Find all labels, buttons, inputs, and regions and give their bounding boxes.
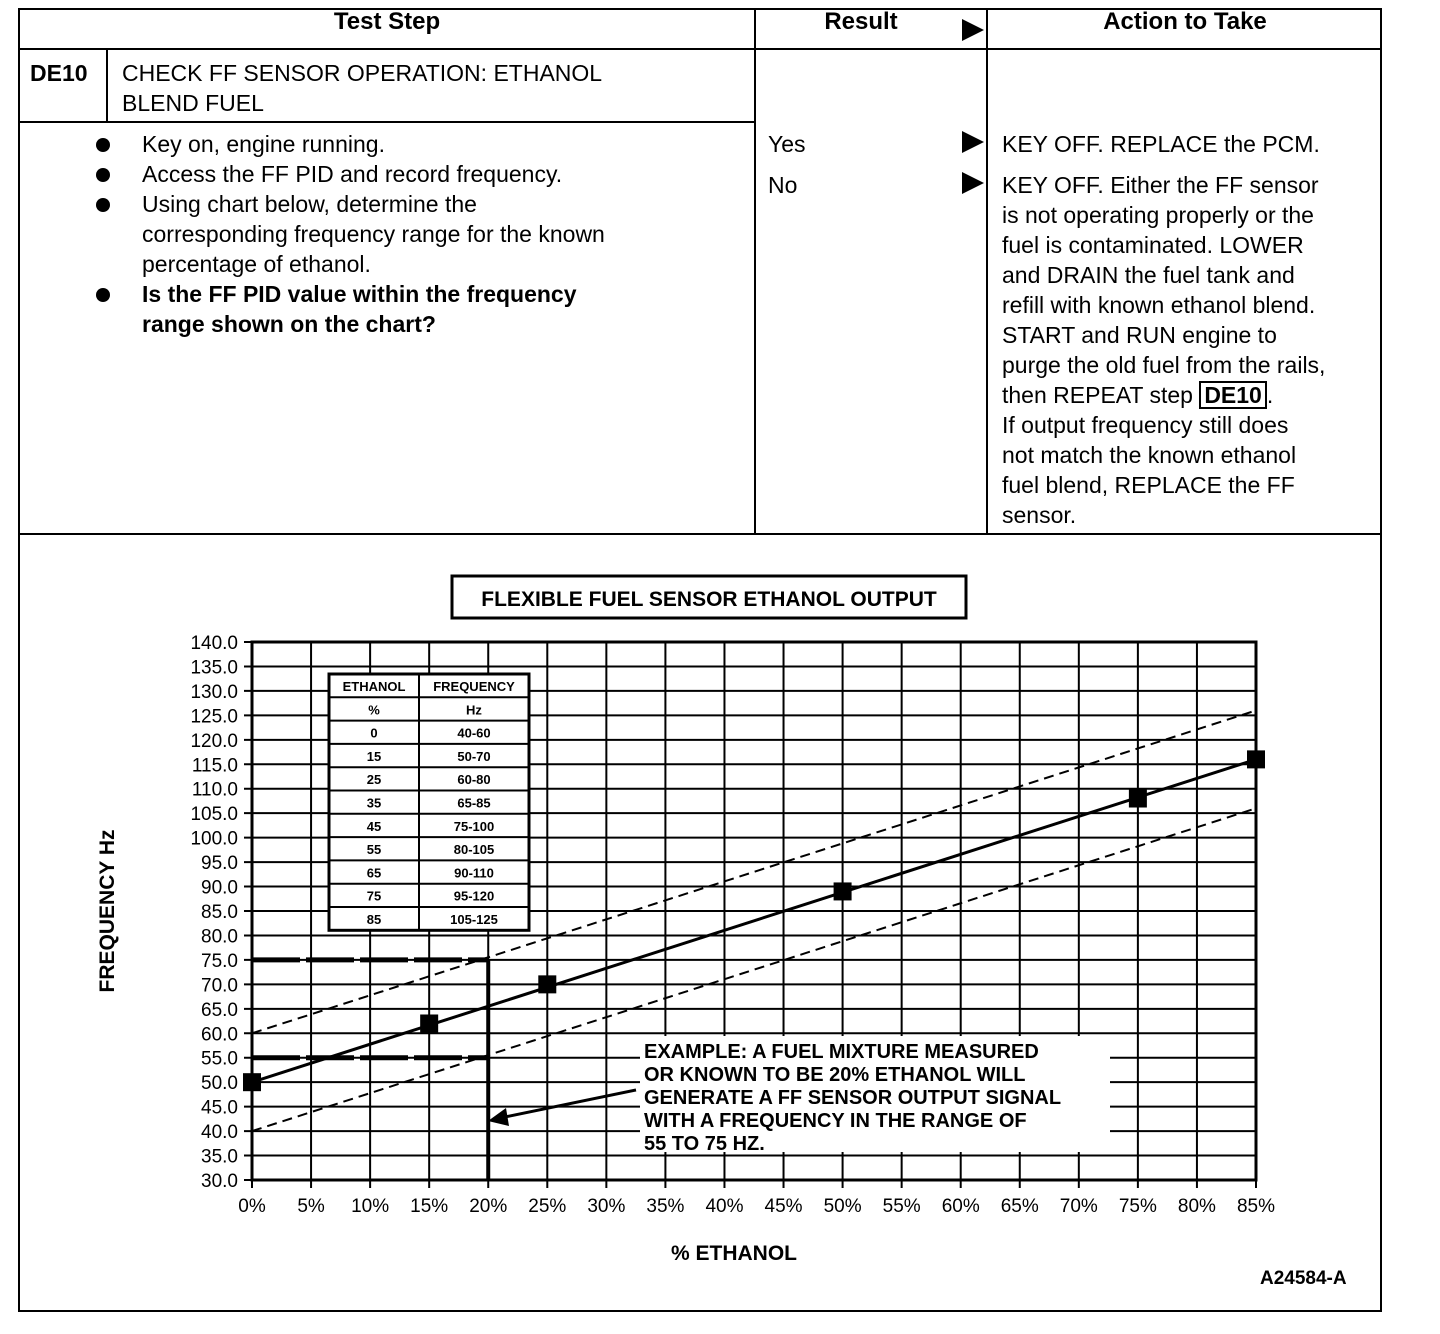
y-tick-label: 90.0 <box>201 877 238 899</box>
y-tick-label: 65.0 <box>201 999 238 1021</box>
bullet-line: Using chart below, determine the <box>142 191 477 217</box>
annotation-line: 55 TO 75 HZ. <box>644 1133 765 1155</box>
x-tick-label: 85% <box>1236 1196 1276 1217</box>
y-tick-label: 40.0 <box>201 1122 238 1144</box>
bullet-line: Is the FF PID value within the frequency <box>142 281 577 307</box>
inset-table-cell: 105-125 <box>450 912 498 927</box>
inset-table-cell: Hz <box>466 702 482 718</box>
result-yes: Yes <box>768 131 806 157</box>
inset-table-cell: 95-120 <box>453 888 495 904</box>
y-tick-label: 75.0 <box>201 950 238 972</box>
y-tick-label: 140.0 <box>190 633 238 654</box>
x-tick-label: 45% <box>764 1196 803 1217</box>
inset-table-cell: 25 <box>366 772 382 788</box>
y-tick-label: 110.0 <box>191 779 238 801</box>
x-tick-label: 20% <box>469 1196 508 1217</box>
inset-table-cell: 35 <box>366 795 382 811</box>
inset-table-cell: 40-60 <box>457 725 491 741</box>
inset-table-cell: 75 <box>366 888 382 904</box>
x-tick-label: 50% <box>823 1196 862 1217</box>
step-title-line2: BLEND FUEL <box>122 90 264 116</box>
y-tick-label: 80.0 <box>201 926 238 948</box>
inset-table <box>329 674 529 930</box>
x-tick-label: 15% <box>410 1196 449 1217</box>
action-no-line: refill with known ethanol blend. <box>1002 292 1316 318</box>
inset-table-cell: FREQUENCY <box>433 679 515 694</box>
action-no-line: is not operating properly or the <box>1002 202 1314 228</box>
y-tick-label: 45.0 <box>201 1097 238 1119</box>
chart-title: FLEXIBLE FUEL SENSOR ETHANOL OUTPUT <box>481 588 937 611</box>
inset-table-cell: 65 <box>366 865 382 881</box>
annotation-line: OR KNOWN TO BE 20% ETHANOL WILL <box>644 1064 1026 1086</box>
bullet-line: corresponding frequency range for the known <box>142 221 605 247</box>
x-tick-label: 40% <box>705 1196 744 1217</box>
x-tick-label: 35% <box>646 1196 685 1217</box>
figure-id: A24584-A <box>1260 1268 1347 1289</box>
data-point-marker <box>1247 750 1265 768</box>
data-point-marker <box>420 1014 438 1032</box>
header-result: Result <box>824 8 898 35</box>
annotation-line: GENERATE A FF SENSOR OUTPUT SIGNAL <box>644 1087 1062 1109</box>
x-tick-label: 55% <box>882 1196 921 1217</box>
step-title-line1: CHECK FF SENSOR OPERATION: ETHANOL <box>122 60 603 86</box>
annotation-line: EXAMPLE: A FUEL MIXTURE MEASURED <box>644 1041 1039 1063</box>
repeat-suffix: . <box>1266 382 1274 408</box>
y-tick-label: 105.0 <box>190 804 238 826</box>
x-tick-label: 0% <box>238 1196 266 1217</box>
action-no-line: and DRAIN the fuel tank and <box>1002 262 1295 288</box>
y-tick-label: 125.0 <box>190 706 238 728</box>
data-point-marker <box>834 882 852 900</box>
annotation-arrowhead-icon <box>488 1108 509 1126</box>
x-tick-label: 65% <box>1000 1196 1039 1217</box>
y-tick-label: 50.0 <box>201 1073 238 1095</box>
header-action: Action to Take <box>1103 8 1267 35</box>
x-tick-label: 80% <box>1177 1196 1216 1217</box>
inset-table-cell: ETHANOL <box>342 679 406 694</box>
x-tick-label: 5% <box>297 1196 325 1217</box>
data-point-marker <box>538 975 556 993</box>
y-tick-label: 55.0 <box>201 1048 238 1070</box>
y-tick-label: 95.0 <box>201 853 238 875</box>
header-test-step: Test Step <box>333 8 441 35</box>
y-tick-label: 120.0 <box>190 730 238 752</box>
action-no-line: sensor. <box>1002 502 1077 528</box>
y-tick-label: 100.0 <box>190 828 238 850</box>
step-id: DE10 <box>30 60 88 86</box>
y-tick-label: 130.0 <box>190 681 238 703</box>
inset-table-cell: 45 <box>366 818 382 834</box>
y-tick-label: 135.0 <box>190 657 238 679</box>
result-no: No <box>768 172 798 198</box>
data-point-marker <box>243 1073 261 1091</box>
action-no-line: START and RUN engine to <box>1002 322 1277 348</box>
inset-table-cell: 60-80 <box>457 772 491 788</box>
action-no-line: If output frequency still does <box>1002 412 1289 438</box>
annotation-leader <box>500 1090 636 1118</box>
x-axis-label: % ETHANOL <box>671 1242 797 1265</box>
bullet-line: percentage of ethanol. <box>142 251 371 277</box>
action-no-line: fuel is contaminated. LOWER <box>1002 232 1304 258</box>
inset-table-cell: 85 <box>366 912 382 927</box>
action-yes: KEY OFF. REPLACE the PCM. <box>1002 131 1320 157</box>
y-tick-label: 115.0 <box>191 755 238 777</box>
inset-table-cell: 55 <box>366 842 382 858</box>
x-tick-label: 70% <box>1059 1196 1098 1217</box>
y-tick-label: 35.0 <box>201 1146 238 1168</box>
y-tick-label: 85.0 <box>201 902 238 923</box>
action-no-line: KEY OFF. Either the FF sensor <box>1002 172 1319 198</box>
annotation-line: WITH A FREQUENCY IN THE RANGE OF <box>644 1110 1027 1132</box>
bullet-line: Key on, engine running. <box>142 131 385 157</box>
y-axis-label: FREQUENCY Hz <box>96 829 119 993</box>
action-no-line: purge the old fuel from the rails, <box>1002 352 1326 378</box>
inset-table-cell: 75-100 <box>453 818 495 834</box>
bullet-line: Access the FF PID and record frequency. <box>142 161 563 187</box>
action-no-line: not match the known ethanol <box>1002 442 1297 468</box>
action-no-line: fuel blend, REPLACE the FF <box>1002 472 1295 498</box>
repeat-prefix: then REPEAT step <box>1002 382 1200 408</box>
inset-table-cell: 80-105 <box>453 842 495 858</box>
inset-table-cell: % <box>368 702 380 718</box>
inset-table-cell: 65-85 <box>457 795 491 811</box>
inset-table-cell: 0 <box>370 725 378 741</box>
y-tick-label: 70.0 <box>201 975 238 997</box>
bullet-line: range shown on the chart? <box>142 311 436 337</box>
x-tick-label: 75% <box>1118 1196 1157 1217</box>
y-tick-label: 60.0 <box>201 1024 238 1046</box>
x-tick-label: 60% <box>941 1196 980 1217</box>
x-tick-label: 30% <box>587 1196 626 1217</box>
inset-table-cell: 90-110 <box>454 865 494 881</box>
x-tick-label: 10% <box>351 1196 390 1217</box>
data-point-marker <box>1129 790 1147 808</box>
y-tick-label: 30.0 <box>201 1171 238 1192</box>
repeat-step-link[interactable]: DE10 <box>1199 381 1267 409</box>
inset-table-cell: 15 <box>366 748 382 764</box>
x-tick-label: 25% <box>528 1196 567 1217</box>
inset-table-cell: 50-70 <box>457 748 491 764</box>
